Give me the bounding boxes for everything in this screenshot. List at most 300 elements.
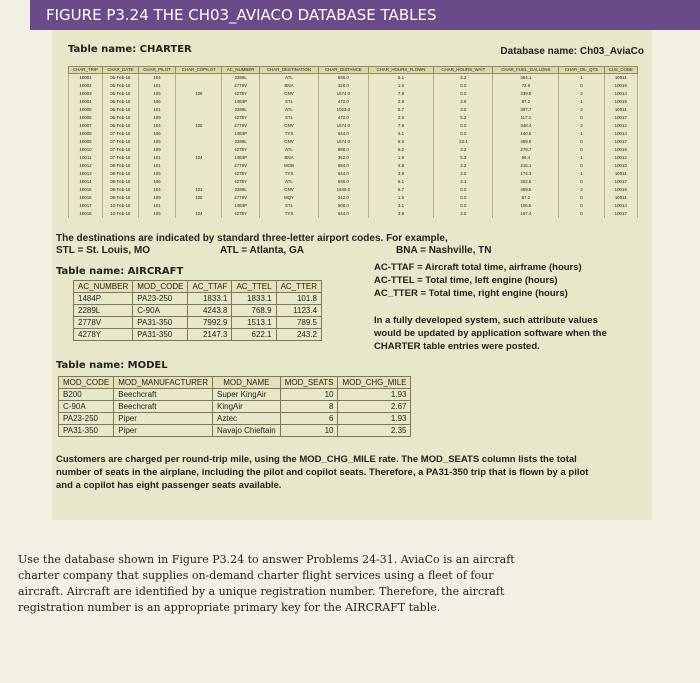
model-cell: Navajo Chieftain xyxy=(213,425,281,437)
charter-cell xyxy=(176,130,222,138)
charter-cell: 5.7 xyxy=(368,106,434,114)
charter-cell: 10011 xyxy=(604,106,637,114)
charter-cell: 109 xyxy=(138,146,176,154)
problem-intro-line: registration number is an appropriate primary key for the AIRCRAFT table. xyxy=(18,601,441,614)
charter-cell: 339.8 xyxy=(493,90,559,98)
model-cell: B200 xyxy=(59,389,114,401)
charter-cell: 05-Feb-18 xyxy=(102,82,138,90)
model-cell: 2.67 xyxy=(338,401,411,413)
model-row xyxy=(59,389,411,401)
charter-cell: 10012 xyxy=(604,154,637,162)
charter-cell: 106 xyxy=(138,178,176,186)
charter-cell: 5.2 xyxy=(434,114,493,122)
aircraft-cell: 101.8 xyxy=(276,293,321,305)
charter-cell: 101 xyxy=(138,154,176,162)
charter-cell: 1574.0 xyxy=(319,138,369,146)
charter-cell: BNA xyxy=(259,82,318,90)
aircraft-column-header: AC_TTER xyxy=(276,281,321,293)
charter-cell: 936.0 xyxy=(319,74,369,83)
charter-cell: 10003 xyxy=(69,90,103,98)
charter-row xyxy=(69,146,638,154)
model-cell: 1.93 xyxy=(338,389,411,401)
charter-cell: 1.5 xyxy=(368,194,434,202)
charter-cell: 4.5 xyxy=(434,170,493,178)
charter-cell: 10007 xyxy=(69,122,103,130)
aircraft-cell: 2289L xyxy=(74,305,133,317)
aircraft-column-header: AC_TTAF xyxy=(188,281,232,293)
charter-cell xyxy=(176,162,222,170)
model-column-header: MOD_NAME xyxy=(213,377,281,389)
charter-cell: 67.2 xyxy=(493,194,559,202)
figure-panel xyxy=(52,30,652,520)
charter-cell: 2778V xyxy=(222,162,260,170)
charter-cell xyxy=(176,82,222,90)
charter-cell: 10015 xyxy=(69,186,103,194)
charter-cell: 10010 xyxy=(604,162,637,170)
charter-cell: 10017 xyxy=(604,210,637,218)
charter-column-header: CUS_CODE xyxy=(604,67,637,74)
aircraft-cell: 789.5 xyxy=(276,317,321,329)
charter-cell: 0 xyxy=(559,114,604,122)
charter-cell: 10017 xyxy=(604,114,637,122)
model-cell: Aztec xyxy=(213,413,281,425)
charter-cell: 998.0 xyxy=(319,146,369,154)
charter-row xyxy=(69,90,638,98)
charter-cell: 3.1 xyxy=(368,202,434,210)
aircraft-column-header: AC_TTEL xyxy=(232,281,276,293)
charter-cell: ATL xyxy=(259,178,318,186)
model-header-row xyxy=(59,377,411,389)
charter-column-header: CHAR_FUEL_GALLONS xyxy=(493,67,559,74)
charter-cell: 472.0 xyxy=(319,98,369,106)
charter-cell: 97.2 xyxy=(493,98,559,106)
charter-cell: 0 xyxy=(559,146,604,154)
charter-cell: 2289L xyxy=(222,74,260,83)
charter-cell: 0 xyxy=(559,138,604,146)
charter-cell: 354.1 xyxy=(493,74,559,83)
charter-row xyxy=(69,162,638,170)
charter-cell: 10011 xyxy=(604,194,637,202)
charter-row xyxy=(69,130,638,138)
customer-note-1: Customers are charged per round-trip mile, using the MOD_CHG_MILE rate. The MOD_SEATS column lists the total xyxy=(56,454,577,465)
charter-cell: 10017 xyxy=(604,138,637,146)
charter-cell: 1 xyxy=(559,74,604,83)
model-row xyxy=(59,425,411,437)
charter-cell: 117.1 xyxy=(493,114,559,122)
charter-cell xyxy=(176,98,222,106)
charter-column-header: AC_NUMBER xyxy=(222,67,260,74)
charter-cell: 105 xyxy=(176,122,222,130)
charter-cell: 101 xyxy=(138,202,176,210)
charter-cell: 6.2 xyxy=(368,146,434,154)
charter-cell: 10014 xyxy=(604,130,637,138)
ttaf-legend: AC-TTAF = Aircraft total time, airframe (hours) xyxy=(374,262,582,273)
charter-cell: 1645.0 xyxy=(319,186,369,194)
charter-cell: 2 xyxy=(559,90,604,98)
charter-cell: 104 xyxy=(138,186,176,194)
charter-cell: MQY xyxy=(259,194,318,202)
charter-cell: 4278Y xyxy=(222,210,260,218)
charter-cell: 101 xyxy=(138,106,176,114)
charter-cell: 08-Feb-18 xyxy=(102,170,138,178)
charter-cell: 105 xyxy=(138,210,176,218)
charter-cell: 1.6 xyxy=(368,82,434,90)
aircraft-column-header: AC_NUMBER xyxy=(74,281,133,293)
ttel-legend: AC-TTEL = Total time, left engine (hours) xyxy=(374,275,558,286)
charter-cell: 397.7 xyxy=(493,106,559,114)
charter-cell: 167.4 xyxy=(493,210,559,218)
aircraft-row xyxy=(74,293,322,305)
charter-cell: 2 xyxy=(559,106,604,114)
charter-cell: ATL xyxy=(259,74,318,83)
charter-cell: 10010 xyxy=(69,146,103,154)
charter-cell: 5.1 xyxy=(368,74,434,83)
charter-cell: 104 xyxy=(138,122,176,130)
charter-cell: 320.0 xyxy=(319,82,369,90)
charter-cell: 10012 xyxy=(69,162,103,170)
customer-note-2: number of seats in the airplane, including the pilot and copilot seats. Therefore, a PA31-350 trip that is flown by a pilot xyxy=(56,467,589,478)
charter-cell: 07-Feb-18 xyxy=(102,154,138,162)
charter-cell: 06-Feb-18 xyxy=(102,122,138,130)
charter-cell: 4.8 xyxy=(368,162,434,170)
database-label: Database name: Ch03_AviaCo xyxy=(500,46,644,57)
charter-cell xyxy=(176,202,222,210)
charter-cell: 0 xyxy=(559,82,604,90)
charter-cell: 2778V xyxy=(222,122,260,130)
charter-cell: 05-Feb-18 xyxy=(102,90,138,98)
model-cell: Beechcraft xyxy=(114,389,213,401)
stl-note: STL = St. Louis, MO xyxy=(56,245,150,256)
aircraft-cell: 243.2 xyxy=(276,329,321,341)
model-column-header: MOD_SEATS xyxy=(280,377,338,389)
problem-intro xyxy=(18,552,608,616)
charter-cell: 10016 xyxy=(69,194,103,202)
charter-cell: 109 xyxy=(138,114,176,122)
charter-cell: 4278Y xyxy=(222,146,260,154)
charter-cell: BNA xyxy=(259,154,318,162)
charter-cell: 1484P xyxy=(222,154,260,162)
charter-cell: 2 xyxy=(559,186,604,194)
charter-column-header: CHAR_DESTINATION xyxy=(259,67,318,74)
model-cell: 8 xyxy=(280,401,338,413)
charter-column-header: CHAR_TRIP xyxy=(69,67,103,74)
charter-cell: 2778V xyxy=(222,82,260,90)
charter-cell: 10002 xyxy=(69,82,103,90)
charter-cell: 101 xyxy=(138,162,176,170)
charter-cell: 1023.0 xyxy=(319,106,369,114)
model-cell: 6 xyxy=(280,413,338,425)
charter-cell: 10-Feb-18 xyxy=(102,202,138,210)
charter-cell xyxy=(176,74,222,83)
charter-cell: 6.7 xyxy=(368,186,434,194)
aircraft-cell: PA31-350 xyxy=(133,317,188,329)
update-note-2: would be updated by application software when the xyxy=(374,328,607,339)
charter-cell: 09-Feb-18 xyxy=(102,194,138,202)
charter-cell: 109 xyxy=(176,90,222,98)
model-cell: Piper xyxy=(114,413,213,425)
aircraft-cell: 2778V xyxy=(74,317,133,329)
model-cell: PA23-250 xyxy=(59,413,114,425)
charter-cell: 1 xyxy=(559,170,604,178)
charter-cell: 104 xyxy=(138,74,176,83)
charter-cell: 2.2 xyxy=(434,74,493,83)
aircraft-cell: 1833.1 xyxy=(232,293,276,305)
charter-row xyxy=(69,98,638,106)
charter-cell: 2289L xyxy=(222,186,260,194)
tter-legend: AC_TTER = Total time, right engine (hours) xyxy=(374,288,568,299)
charter-cell: 10014 xyxy=(604,90,637,98)
aircraft-cell: PA31-350 xyxy=(133,329,188,341)
charter-cell: 6.6 xyxy=(368,138,434,146)
charter-cell: 6.1 xyxy=(368,178,434,186)
charter-column-header: CHAR_HOURS_WAIT xyxy=(434,67,493,74)
customer-note-3: and a copilot has eight passenger seats available. xyxy=(56,480,282,491)
charter-cell: 644.0 xyxy=(319,130,369,138)
charter-row xyxy=(69,122,638,130)
aircraft-header-row xyxy=(74,281,322,293)
aircraft-cell: 622.1 xyxy=(232,329,276,341)
aircraft-table xyxy=(73,280,322,341)
charter-cell: 1.9 xyxy=(368,154,434,162)
charter-cell: 109 xyxy=(138,194,176,202)
charter-body xyxy=(69,74,638,219)
charter-cell: 10009 xyxy=(69,138,103,146)
charter-cell: 0 xyxy=(559,210,604,218)
charter-cell: 08-Feb-18 xyxy=(102,162,138,170)
charter-cell: GNV xyxy=(259,122,318,130)
charter-cell: ATL xyxy=(259,106,318,114)
charter-row xyxy=(69,106,638,114)
charter-cell: 07-Feb-18 xyxy=(102,146,138,154)
model-column-header: MOD_MANUFACTURER xyxy=(114,377,213,389)
model-cell: Beechcraft xyxy=(114,401,213,413)
charter-cell: 884.0 xyxy=(319,162,369,170)
charter-cell: 09-Feb-18 xyxy=(102,186,138,194)
charter-cell: 1484P xyxy=(222,130,260,138)
charter-cell: 2 xyxy=(559,122,604,130)
charter-row xyxy=(69,138,638,146)
bna-note: BNA = Nashville, TN xyxy=(396,245,492,256)
charter-cell: 2289L xyxy=(222,138,260,146)
charter-cell: 10008 xyxy=(69,130,103,138)
charter-cell: ATL xyxy=(259,146,318,154)
charter-cell: 07-Feb-18 xyxy=(102,130,138,138)
charter-cell: 472.0 xyxy=(319,114,369,122)
charter-cell: 07-Feb-18 xyxy=(102,138,138,146)
charter-cell: 215.1 xyxy=(493,162,559,170)
charter-column-header: CHAR_HOURS_FLOWN xyxy=(368,67,434,74)
aircraft-row xyxy=(74,317,322,329)
charter-cell: 508.0 xyxy=(319,202,369,210)
charter-cell: 4278Y xyxy=(222,90,260,98)
charter-cell: 10011 xyxy=(604,74,637,83)
model-cell: C-90A xyxy=(59,401,114,413)
charter-cell: 7.9 xyxy=(368,122,434,130)
charter-cell xyxy=(176,138,222,146)
charter-cell: TYS xyxy=(259,170,318,178)
charter-cell: STL xyxy=(259,202,318,210)
charter-cell: STL xyxy=(259,98,318,106)
aircraft-cell: 4243.8 xyxy=(188,305,232,317)
charter-row xyxy=(69,178,638,186)
charter-cell: 0.0 xyxy=(434,90,493,98)
charter-cell: 0 xyxy=(559,162,604,170)
aircraft-cell: PA23-250 xyxy=(133,293,188,305)
charter-cell: 106 xyxy=(138,130,176,138)
charter-cell: 23.4 xyxy=(434,138,493,146)
charter-cell: 3.5 xyxy=(434,106,493,114)
charter-row xyxy=(69,186,638,194)
charter-cell xyxy=(176,114,222,122)
charter-row xyxy=(69,210,638,218)
update-note-1: In a fully developed system, such attribute values xyxy=(374,315,598,326)
charter-cell: 0 xyxy=(559,178,604,186)
charter-cell: 10017 xyxy=(69,202,103,210)
charter-cell: 10011 xyxy=(69,154,103,162)
model-cell: Super KingAir xyxy=(213,389,281,401)
charter-cell: 10001 xyxy=(69,74,103,83)
charter-cell: 106 xyxy=(138,98,176,106)
charter-cell: 105 xyxy=(138,138,176,146)
model-row xyxy=(59,401,411,413)
model-table-label: Table name: MODEL xyxy=(56,360,168,371)
charter-cell: 4.5 xyxy=(434,210,493,218)
charter-cell: 10005 xyxy=(69,106,103,114)
model-column-header: MOD_CODE xyxy=(59,377,114,389)
charter-cell: 105 xyxy=(138,90,176,98)
model-cell: 2.35 xyxy=(338,425,411,437)
charter-cell: 101 xyxy=(138,82,176,90)
charter-cell: 0.0 xyxy=(434,202,493,210)
model-cell: KingAir xyxy=(213,401,281,413)
charter-cell: 10013 xyxy=(69,170,103,178)
charter-cell: 2.6 xyxy=(368,114,434,122)
charter-cell: 1574.0 xyxy=(319,90,369,98)
aircraft-body xyxy=(74,293,322,341)
aircraft-column-header: MOD_CODE xyxy=(133,281,188,293)
charter-cell: 05-Feb-18 xyxy=(102,74,138,83)
aircraft-cell: 1833.1 xyxy=(188,293,232,305)
charter-table xyxy=(68,66,638,218)
atl-note: ATL = Atlanta, GA xyxy=(220,245,304,256)
charter-cell: 174.3 xyxy=(493,170,559,178)
model-cell: 10 xyxy=(280,389,338,401)
charter-cell: 7.8 xyxy=(368,90,434,98)
problem-intro-line: charter company that supplies on-demand charter flight services using a fleet of four xyxy=(18,569,494,582)
charter-cell: 72.6 xyxy=(493,82,559,90)
charter-cell: GNV xyxy=(259,90,318,98)
charter-cell: 10018 xyxy=(69,210,103,218)
figure-title: FIGURE P3.24 THE CH03_AVIACO DATABASE TABLES xyxy=(46,6,437,24)
aircraft-cell: 4278Y xyxy=(74,329,133,341)
charter-row xyxy=(69,82,638,90)
charter-cell: 2.9 xyxy=(368,98,434,106)
charter-cell: GNV xyxy=(259,186,318,194)
charter-cell: 312.0 xyxy=(319,194,369,202)
charter-cell: 3.9 xyxy=(368,170,434,178)
charter-cell: 936.0 xyxy=(319,178,369,186)
charter-cell: 3.8 xyxy=(368,210,434,218)
charter-cell xyxy=(176,170,222,178)
charter-header-row xyxy=(69,67,638,74)
charter-cell: 4278Y xyxy=(222,170,260,178)
charter-cell: 1 xyxy=(559,154,604,162)
aircraft-cell: 1484P xyxy=(74,293,133,305)
charter-cell: 10014 xyxy=(69,178,103,186)
model-column-header: MOD_CHG_MILE xyxy=(338,377,411,389)
aircraft-table-label: Table name: AIRCRAFT xyxy=(56,266,184,277)
aircraft-cell: C-90A xyxy=(133,305,188,317)
charter-column-header: CHAR_PILOT xyxy=(138,67,176,74)
charter-row xyxy=(69,74,638,83)
charter-cell: 101 xyxy=(176,186,222,194)
charter-cell: 10017 xyxy=(604,178,637,186)
charter-cell: MOB xyxy=(259,162,318,170)
charter-cell: 0.0 xyxy=(434,194,493,202)
charter-cell: 1484P xyxy=(222,202,260,210)
charter-cell xyxy=(176,106,222,114)
charter-cell: 10016 xyxy=(604,146,637,154)
charter-cell: 644.0 xyxy=(319,210,369,218)
charter-cell: GNV xyxy=(259,138,318,146)
aircraft-cell: 7992.9 xyxy=(188,317,232,329)
charter-cell: 1484P xyxy=(222,98,260,106)
charter-cell: 1574.0 xyxy=(319,122,369,130)
charter-cell: 5.3 xyxy=(434,154,493,162)
charter-column-header: CHAR_DISTANCE xyxy=(319,67,369,74)
charter-cell: 104 xyxy=(176,154,222,162)
charter-cell: 10006 xyxy=(69,114,103,122)
charter-cell: TYS xyxy=(259,210,318,218)
charter-cell: 3.2 xyxy=(434,146,493,154)
charter-cell: 2.1 xyxy=(434,178,493,186)
charter-cell: 10016 xyxy=(604,186,637,194)
charter-cell xyxy=(176,178,222,186)
charter-cell: STL xyxy=(259,114,318,122)
model-body xyxy=(59,389,411,437)
charter-cell: 105.5 xyxy=(493,202,559,210)
charter-cell xyxy=(176,146,222,154)
charter-cell: 279.7 xyxy=(493,146,559,154)
charter-cell: 4.9 xyxy=(434,98,493,106)
charter-cell: 10011 xyxy=(604,170,637,178)
charter-cell: 1 xyxy=(559,98,604,106)
aircraft-cell: 1123.4 xyxy=(276,305,321,317)
charter-cell: 348.4 xyxy=(493,122,559,130)
model-cell: Piper xyxy=(114,425,213,437)
charter-cell: 10014 xyxy=(604,202,637,210)
charter-cell: 4.2 xyxy=(434,162,493,170)
charter-cell: 302.6 xyxy=(493,178,559,186)
aircraft-row xyxy=(74,329,322,341)
charter-cell: 06-Feb-18 xyxy=(102,98,138,106)
charter-cell: 105 xyxy=(138,170,176,178)
charter-cell: 06-Feb-18 xyxy=(102,114,138,122)
aircraft-cell: 1513.1 xyxy=(232,317,276,329)
update-note-3: CHARTER table entries were posted. xyxy=(374,341,540,352)
charter-cell: 104 xyxy=(176,210,222,218)
charter-cell: 09-Feb-18 xyxy=(102,178,138,186)
charter-cell: 0 xyxy=(559,202,604,210)
model-cell: PA31-350 xyxy=(59,425,114,437)
model-cell: 10 xyxy=(280,425,338,437)
charter-row xyxy=(69,154,638,162)
charter-cell: 10-Feb-18 xyxy=(102,210,138,218)
charter-column-header: CHAR_OIL_QTS xyxy=(559,67,604,74)
charter-cell: 4278Y xyxy=(222,178,260,186)
charter-cell: 0.0 xyxy=(434,122,493,130)
charter-cell: 0.0 xyxy=(434,186,493,194)
